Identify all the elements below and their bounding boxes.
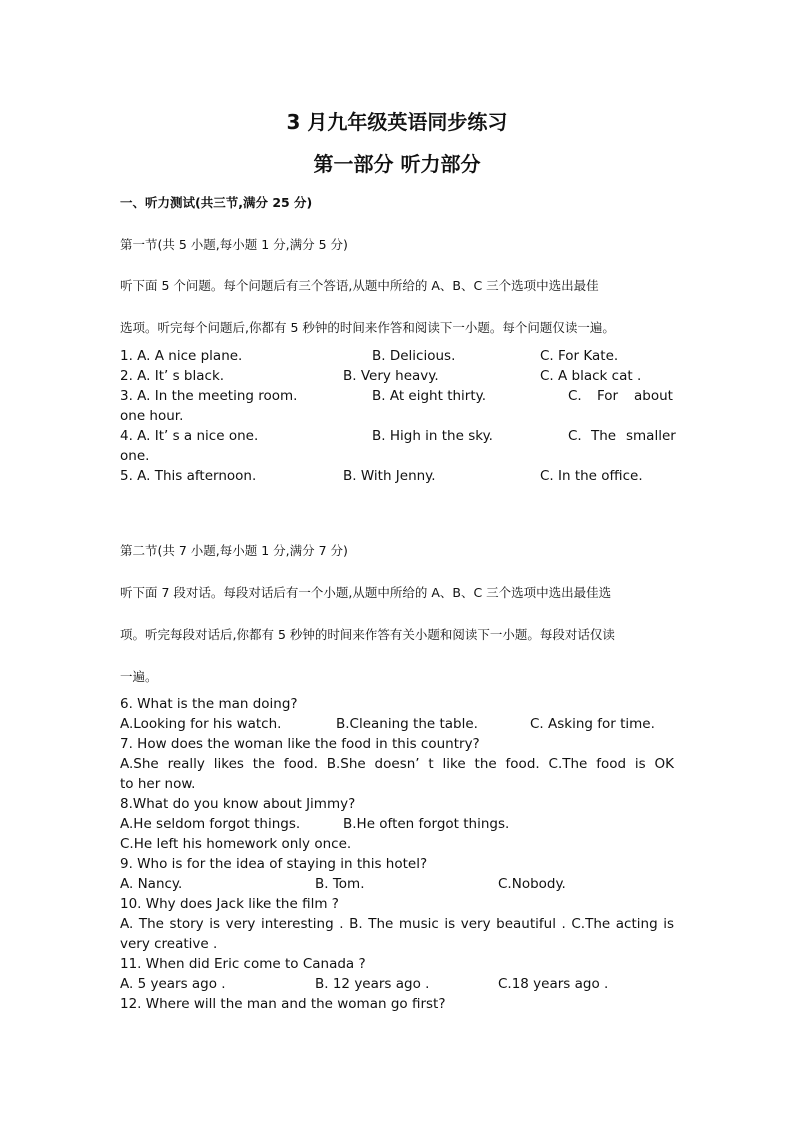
q8-stem: 8.What do you know about Jimmy? [120, 796, 356, 812]
q6-stem: 6. What is the man doing? [120, 696, 298, 712]
q1-option-b: B. Delicious. [372, 348, 456, 364]
q2-option-c: C. A black cat . [540, 368, 642, 384]
q5-option-b: B. With Jenny. [343, 468, 436, 484]
q9-option-a: A. Nancy. [120, 876, 183, 892]
q8-option-b: B.He often forgot things. [343, 816, 510, 832]
part2-instruction-line2: 项。听完每段对话后,你都有 5 秒钟的时间来作答有关小题和阅读下一小题。每段对话仅读 [120, 627, 615, 642]
q3-option-b: B. At eight thirty. [372, 388, 486, 404]
part2-instruction-line1: 听下面 7 段对话。每段对话后有一个小题,从题中所给的 A、B、C 三个选项中选出最佳选 [120, 585, 612, 600]
q3-option-c-continuation: one hour. [120, 408, 184, 424]
part2-heading: 第二节(共 7 小题,每小题 1 分,满分 7 分) [120, 543, 348, 558]
page-subtitle: 第一部分 听力部分 [313, 152, 481, 176]
q4-option-c-continuation: one. [120, 448, 150, 464]
q4-option-c-word2: smaller [626, 428, 676, 444]
q2-option-a: 2. A. It’ s black. [120, 368, 225, 384]
part1-instruction-line1: 听下面 5 个问题。每个问题后有三个答语,从题中所给的 A、B、C 三个选项中选出最佳 [120, 278, 599, 293]
q7-stem: 7. How does the woman like the food in this country? [120, 736, 480, 752]
q6-option-a: A.Looking for his watch. [120, 716, 282, 732]
q9-stem: 9. Who is for the idea of staying in this hotel? [120, 856, 428, 872]
q5-option-a: 5. A. This afternoon. [120, 468, 257, 484]
q10-option-c-continuation: very creative . [120, 936, 218, 952]
q3-option-a: 3. A. In the meeting room. [120, 388, 298, 404]
q5-option-c: C. In the office. [540, 468, 643, 484]
q4-option-a: 4. A. It’ s a nice one. [120, 428, 259, 444]
q4-option-c-letter: C. [568, 428, 582, 444]
q6-option-c: C. Asking for time. [530, 716, 655, 732]
q9-option-c: C.Nobody. [498, 876, 566, 892]
q11-stem: 11. When did Eric come to Canada ? [120, 956, 366, 972]
section-heading: 一、听力测试(共三节,满分 25 分) [120, 195, 313, 210]
q7-option-c-continuation: to her now. [120, 776, 196, 792]
page-title: 3 月九年级英语同步练习 [286, 110, 508, 134]
part1-instruction-line2: 选项。听完每个问题后,你都有 5 秒钟的时间来作答和阅读下一小题。每个问题仅读一遍。 [120, 320, 615, 335]
q11-option-b: B. 12 years ago . [315, 976, 430, 992]
q10-options: A. The story is very interesting . B. The music is very beautiful . C.The acting is [120, 916, 674, 932]
part2-instruction-line3: 一遍。 [120, 669, 158, 684]
q4-option-b: B. High in the sky. [372, 428, 493, 444]
q1-option-a: 1. A. A nice plane. [120, 348, 243, 364]
q9-option-b: B. Tom. [315, 876, 365, 892]
q4-option-c-word1: The [591, 428, 617, 444]
q3-option-c-letter: C. [568, 388, 582, 404]
q8-option-c: C.He left his homework only once. [120, 836, 352, 852]
q2-option-b: B. Very heavy. [343, 368, 439, 384]
q8-option-a: A.He seldom forgot things. [120, 816, 301, 832]
q7-options: A.She really likes the food. B.She doesn’ t like the food. C.The food is OK [120, 756, 674, 772]
q11-option-c: C.18 years ago . [498, 976, 609, 992]
q10-stem: 10. Why does Jack like the film ? [120, 896, 339, 912]
part1-heading: 第一节(共 5 小题,每小题 1 分,满分 5 分) [120, 237, 348, 252]
q12-stem: 12. Where will the man and the woman go first? [120, 996, 446, 1012]
q11-option-a: A. 5 years ago . [120, 976, 226, 992]
q3-option-c-word2: about [634, 388, 673, 404]
q1-option-c: C. For Kate. [540, 348, 619, 364]
q6-option-b: B.Cleaning the table. [336, 716, 478, 732]
q3-option-c-word1: For [597, 388, 619, 404]
